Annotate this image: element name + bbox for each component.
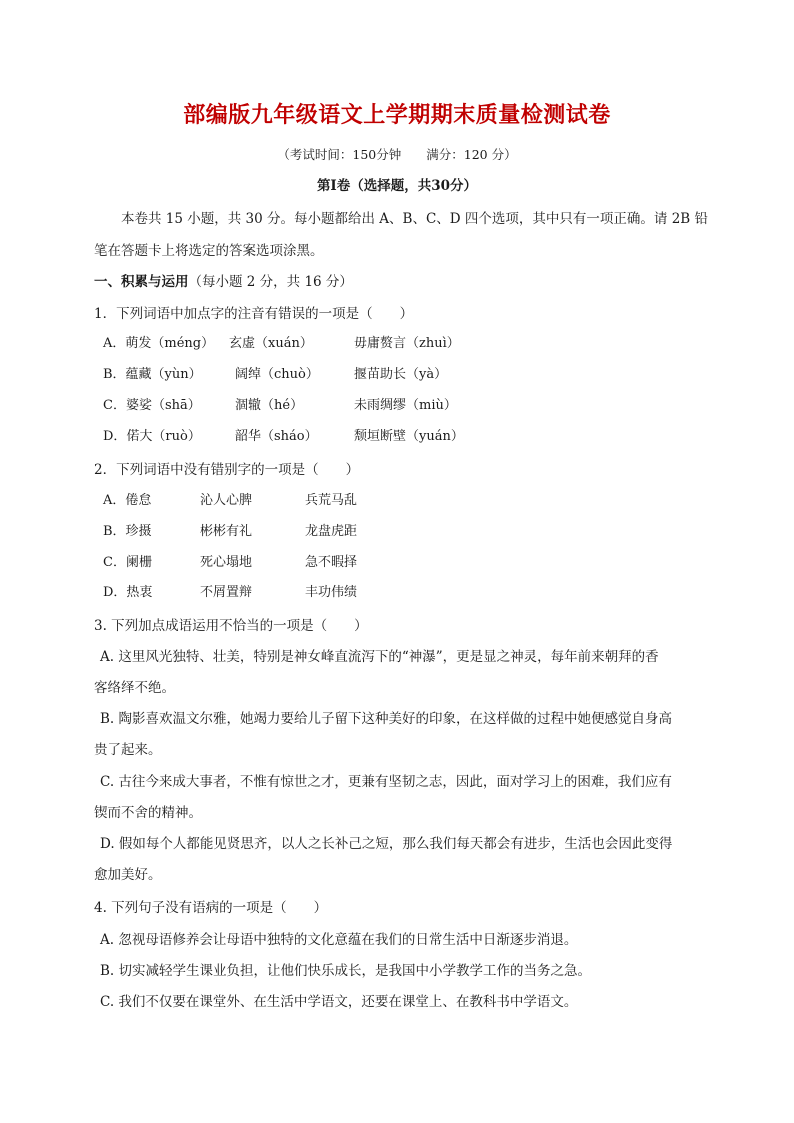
- q1-option-a-2: 玄虚（xuán）: [229, 336, 313, 351]
- q1-option-c-3: 未雨绸缪（miù）: [354, 398, 457, 413]
- q2-option-d-1: D．热衷: [103, 585, 153, 600]
- part1-title: 一、积累与运用: [94, 274, 189, 290]
- q4-option-b: B. 切实减轻学生课业负担，让他们快乐成长，是我国中小学教学工作的当务之急。: [100, 963, 592, 979]
- page-title: 部编版九年级语文上学期期末质量检测试卷: [183, 103, 611, 128]
- q1-option-a-1: A．萌发（méng）: [103, 336, 215, 351]
- part1-note: （每小题 2 分，共 16 分）: [188, 274, 353, 290]
- intro-line-2: 笔在答题卡上将选定的答案选项涂黑。: [94, 243, 324, 259]
- q1-option-b-2: 阔绰（chuò）: [235, 367, 319, 382]
- q3-option-b-line-1: B. 陶影喜欢温文尔雅，她竭力要给儿子留下这种美好的印象，在这样做的过程中她便感觉自身高: [100, 711, 673, 727]
- q1-option-d-3: 颓垣断壁（yuán）: [354, 429, 464, 444]
- q1-option-c-1: C．婆娑（shā）: [103, 398, 201, 413]
- q1-option-d-1: D．偌大（ruò）: [103, 429, 201, 444]
- q3-option-c-line-2: 锲而不舍的精神。: [94, 805, 202, 821]
- q3-stem: 3. 下列加点成语运用不恰当的一项是（ ）: [94, 618, 368, 634]
- q1-option-b-3: 揠苗助长（yà）: [354, 367, 448, 382]
- q2-option-b-2: 彬彬有礼: [200, 524, 253, 539]
- q3-option-d-line-1: D. 假如每个人都能见贤思齐，以人之长补己之短，那么我们每天都会有进步，生活也会因此变得: [100, 836, 673, 852]
- q2-option-b-3: 龙盘虎距: [305, 524, 358, 539]
- q4-option-c: C. 我们不仅要在课堂外、在生活中学语文，还要在课堂上、在教科书中学语文。: [100, 994, 578, 1010]
- section-heading: 第Ⅰ卷（选择题，共30分）: [316, 178, 478, 194]
- q3-option-a-line-1: A. 这里风光独特、壮美，特别是神女峰直流泻下的“神瀑”，更是显之神灵，每年前来朝拜的香: [100, 649, 659, 665]
- exam-time-info: （考试时间：150分钟 满分：120 分）: [277, 147, 517, 162]
- q2-option-d-2: 不屑置辩: [200, 585, 253, 600]
- q3-option-c-line-1: C. 古往今来成大事者，不惟有惊世之才，更兼有坚韧之志，因此，面对学习上的困难，我们应有: [100, 774, 672, 790]
- q3-option-a-line-2: 客络绎不绝。: [94, 680, 175, 696]
- q2-stem: 2．下列词语中没有错别字的一项是（ ）: [94, 462, 360, 478]
- q1-option-d-2: 韶华（sháo）: [235, 429, 318, 444]
- q2-option-d-3: 丰功伟绩: [305, 585, 358, 600]
- q1-option-b-1: B．蕴藏（yùn）: [103, 367, 202, 382]
- q2-option-a-1: A．倦怠: [103, 493, 152, 508]
- q1-option-a-3: 毋庸赘言（zhuì）: [354, 336, 460, 351]
- q4-option-a: A. 忽视母语修养会让母语中独特的文化意蕴在我们的日常生活中日渐逐步消退。: [100, 932, 578, 948]
- intro-line-1: 本卷共 15 小题，共 30 分。每小题都给出 A、B、C、D 四个选项，其中只有一项正确。请 2B 铅: [121, 211, 709, 227]
- q1-option-c-2: 涸辙（hé）: [235, 398, 304, 413]
- q2-option-a-3: 兵荒马乱: [305, 493, 358, 508]
- part1-heading: [94, 270, 353, 290]
- q2-option-c-2: 死心塌地: [200, 555, 253, 570]
- q2-option-b-1: B．珍摄: [103, 524, 152, 539]
- q2-option-c-1: C．阑栅: [103, 555, 152, 570]
- q2-option-a-2: 沁人心脾: [200, 493, 253, 508]
- q2-option-c-3: 急不暇择: [305, 555, 358, 570]
- q4-stem: 4. 下列句子没有语病的一项是（ ）: [94, 900, 328, 916]
- q3-option-b-line-2: 贵了起来。: [94, 742, 162, 758]
- q3-option-d-line-2: 愈加美好。: [94, 867, 162, 883]
- q1-stem: 1．下列词语中加点字的注音有错误的一项是（ ）: [94, 306, 414, 322]
